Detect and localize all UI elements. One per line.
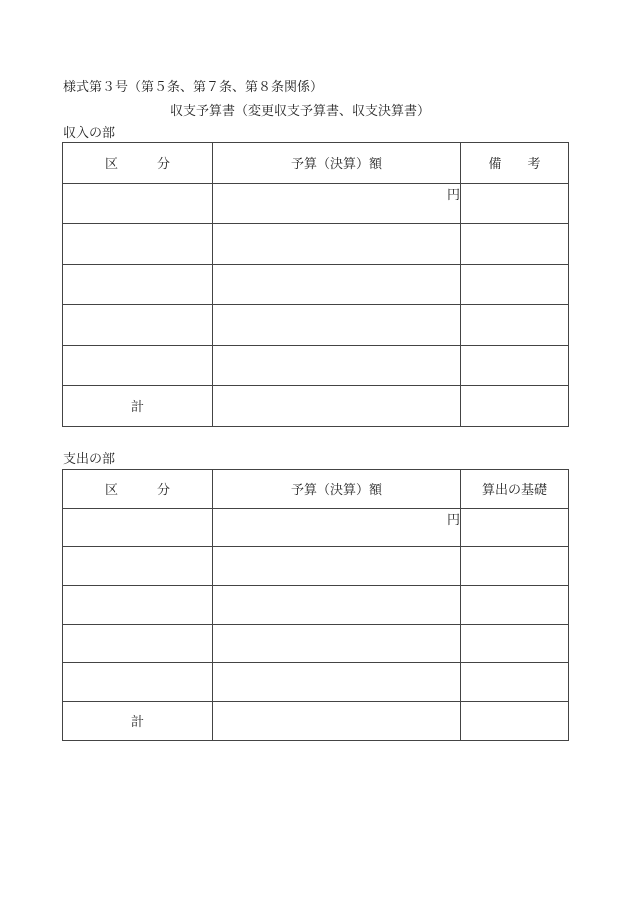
income-category-cell[interactable] <box>63 305 213 346</box>
expense-row <box>63 663 569 702</box>
expense-amount-cell[interactable] <box>213 547 461 586</box>
income-category-cell[interactable] <box>63 183 213 224</box>
income-row <box>63 305 569 346</box>
income-total-label: 計 <box>63 386 213 427</box>
expense-category-cell[interactable] <box>63 624 213 663</box>
income-category-cell[interactable] <box>63 345 213 386</box>
form-number: 様式第３号（第５条、第７条、第８条関係） <box>63 80 324 95</box>
income-amount-cell[interactable] <box>213 345 461 386</box>
income-col-category: 区 分 <box>63 143 213 184</box>
document-title: 収支予算書（変更収支予算書、収支決算書） <box>170 104 431 119</box>
expense-basis-cell[interactable] <box>461 586 569 625</box>
income-amount-cell[interactable] <box>213 305 461 346</box>
expense-amount-cell[interactable] <box>213 586 461 625</box>
expense-basis-cell[interactable] <box>461 508 569 547</box>
income-remarks-cell[interactable] <box>461 183 569 224</box>
income-category-cell[interactable] <box>63 264 213 305</box>
income-amount-cell[interactable] <box>213 264 461 305</box>
income-remarks-cell[interactable] <box>461 305 569 346</box>
expense-basis-cell[interactable] <box>461 624 569 663</box>
income-col-remarks: 備 考 <box>461 143 569 184</box>
expense-category-cell[interactable] <box>63 663 213 702</box>
income-remarks-cell[interactable] <box>461 345 569 386</box>
expense-row <box>63 624 569 663</box>
expense-col-basis: 算出の基礎 <box>461 470 569 509</box>
expense-col-category: 区 分 <box>63 470 213 509</box>
expense-row <box>63 547 569 586</box>
income-total-row <box>63 386 569 427</box>
expense-table <box>62 469 569 741</box>
expense-basis-cell[interactable] <box>461 663 569 702</box>
income-total-amount-cell[interactable] <box>213 386 461 427</box>
income-row <box>63 183 569 224</box>
expense-row <box>63 508 569 547</box>
yen-unit-label: 円 <box>446 187 460 203</box>
income-amount-cell[interactable] <box>213 224 461 265</box>
income-section-heading: 収入の部 <box>63 126 116 141</box>
income-header-row <box>63 143 569 184</box>
expense-section-heading: 支出の部 <box>63 452 116 467</box>
yen-unit-label: 円 <box>446 512 460 528</box>
income-remarks-cell[interactable] <box>461 224 569 265</box>
expense-col-amount: 予算（決算）額 <box>213 470 461 509</box>
income-total-remarks-cell[interactable] <box>461 386 569 427</box>
expense-category-cell[interactable] <box>63 586 213 625</box>
expense-amount-cell[interactable] <box>213 508 461 547</box>
expense-category-cell[interactable] <box>63 547 213 586</box>
expense-basis-cell[interactable] <box>461 547 569 586</box>
income-row <box>63 224 569 265</box>
income-amount-cell[interactable] <box>213 183 461 224</box>
income-category-cell[interactable] <box>63 224 213 265</box>
income-row <box>63 264 569 305</box>
income-remarks-cell[interactable] <box>461 264 569 305</box>
expense-header-row <box>63 470 569 509</box>
expense-total-label: 計 <box>63 702 213 741</box>
expense-amount-cell[interactable] <box>213 663 461 702</box>
expense-total-basis-cell[interactable] <box>461 702 569 741</box>
expense-total-row <box>63 702 569 741</box>
expense-amount-cell[interactable] <box>213 624 461 663</box>
expense-row <box>63 586 569 625</box>
expense-category-cell[interactable] <box>63 508 213 547</box>
income-row <box>63 345 569 386</box>
income-table <box>62 142 569 427</box>
expense-total-amount-cell[interactable] <box>213 702 461 741</box>
income-col-amount: 予算（決算）額 <box>213 143 461 184</box>
